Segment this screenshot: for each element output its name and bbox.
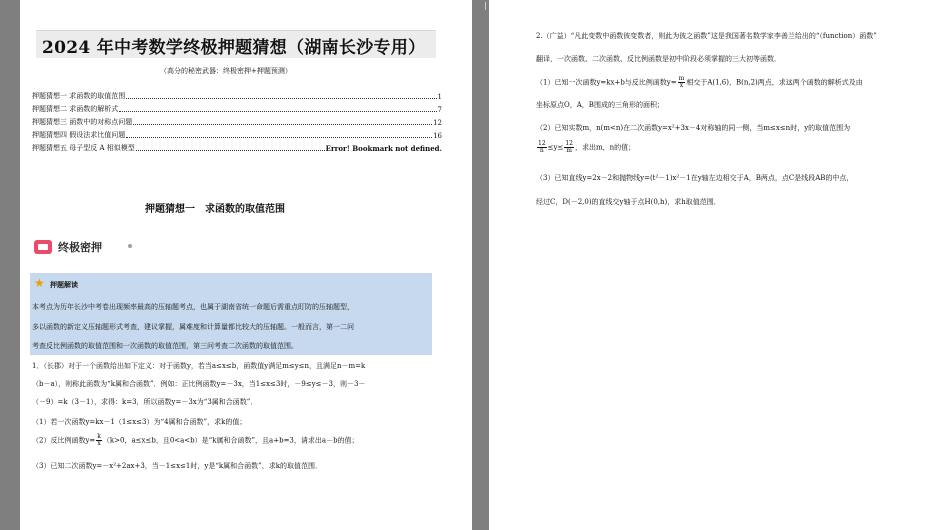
analysis-label: 押题解读	[50, 280, 78, 289]
document-subtitle: （高分的秘密武器：终极密押+押题预测）	[160, 67, 292, 75]
fraction-denominator: x	[97, 440, 101, 447]
question-line	[536, 76, 863, 89]
toc-entry-label: 押题猜想二 求函数的解析式	[32, 105, 119, 113]
question-text: 相交于A(1,6)，B(n,2)两点，求这两个函数的解析式及由	[686, 78, 863, 87]
fraction-numerator: k	[97, 433, 101, 440]
fraction-denominator: x	[679, 82, 684, 89]
document-title: 2024 年中考数学终极押题猜想（湖南长沙专用）	[42, 38, 426, 58]
analysis-line: 多以函数的新定义压轴题形式考查，建议掌握，属难度和计算量都比较大的压轴题。一般而言，第一二问	[32, 323, 354, 331]
question-text: （1）已知一次函数y=kx+b与反比例函数y=	[536, 78, 677, 87]
badge-dot-icon	[128, 244, 132, 248]
badge-label: 终极密押	[58, 241, 102, 254]
fraction-denominator: m	[566, 147, 572, 154]
star-icon: ★	[34, 276, 45, 290]
question-line: 翻译，一次函数、二次函数、反比例函数是初中阶段必须掌握的三大初等函数．	[536, 55, 781, 63]
toc-entry-page: 12	[433, 119, 442, 127]
fraction	[564, 141, 574, 154]
toc-entry[interactable]	[32, 104, 442, 114]
fraction-numerator: 12	[565, 140, 573, 147]
analysis-line: 考查反比例函数的取值范围和一次函数的取值范围，第三问考查二次函数的取值范围。	[32, 342, 298, 350]
question-line: （3）已知直线y=2x－2和抛物线y=(t²－1)x²－1在y轴左边相交于A，B两点，点C是线段AB的中点，	[536, 174, 854, 182]
toc-entry-page: 7	[437, 106, 442, 114]
fraction-numerator: m	[678, 75, 685, 82]
toc-entry-label: 押题猜想一 求函数的取值范围	[32, 92, 126, 100]
question-line: 经过C，D(－2,0)的直线交y轴于点H(0,h)，求h取值范围．	[536, 198, 721, 206]
toc-entry-label: 押题猜想三 函数中的对称点问题	[32, 118, 133, 126]
question-line: （－9）=k（3－1），求得：k=3，所以函数y=－3x为“3属和合函数”．	[32, 398, 258, 406]
toc-leader-dots	[119, 111, 436, 112]
fraction	[678, 76, 686, 89]
fraction-denominator: n	[539, 147, 544, 154]
question-line: （3）已知二次函数y=－x²+2ax+3，当－1≤x≤1时，y是“k属和合函数”，求k的取值范围．	[32, 462, 322, 470]
analysis-line: 本考点为历年长沙中考卷出现频率最高的压轴题考点，也属于湖南省统一命题后需重点盯防的压轴题型，	[32, 303, 354, 311]
question-text: （k>0，a≤x≤b，且0<a<b）是“k属和合函数”，且a+b=3，请求出a－b的值；	[102, 436, 359, 445]
fraction	[537, 141, 547, 154]
question-line: 1．（长郡）对于一个函数给出如下定义：对于函数y，若当a≤x≤b，函数值y满足m≤y≤n，且满足n－m=k	[32, 362, 366, 370]
toc-entry[interactable]	[32, 130, 442, 140]
question-line: 坐标原点O，A，B围成的三角形的面积；	[536, 101, 664, 109]
section-heading: 押题猜想一 求函数的取值范围	[145, 204, 285, 215]
toc-leader-dots	[126, 137, 432, 138]
question-line: （2）已知实数m，n(m<n)在二次函数y=x²+3x－4对称轴的同一侧，当m≤x≤n时，y的取值范围为	[536, 124, 851, 132]
question-text: ≤y≤	[547, 143, 564, 152]
question-line: （b－a），则称此函数为“k属和合函数”．例如：正比例函数y=－3x，当1≤x≤3时，－9≤y≤－3，则－3－	[32, 380, 366, 388]
toc-entry-page: 1	[437, 93, 442, 101]
page-gap	[472, 0, 489, 530]
badge-icon	[34, 240, 52, 254]
toc-entry[interactable]	[32, 91, 442, 101]
toc-entry-label: 押题猜想四 假设法求比值问题	[32, 131, 126, 139]
toc-leader-dots	[126, 98, 436, 99]
document-page-right	[489, 0, 937, 530]
question-text: （2）反比例函数y=	[32, 436, 96, 445]
badge-final-tips	[34, 238, 129, 256]
toc-entry-page: 16	[433, 132, 442, 140]
toc-entry[interactable]	[32, 143, 442, 153]
fraction	[96, 434, 102, 447]
toc-leader-dots	[133, 124, 432, 125]
scroll-marker	[485, 2, 486, 10]
question-line	[536, 141, 635, 154]
toc-leader-dots	[136, 150, 325, 151]
toc-entry-label: 押题猜想五 母子型反 A 相似模型	[32, 144, 135, 152]
fraction-numerator: 12	[538, 140, 546, 147]
document-page-left	[20, 0, 472, 530]
toc-entry[interactable]	[32, 117, 442, 127]
question-text: ，求出m，n的值；	[574, 143, 636, 152]
question-line: 2.（广益）“凡此变数中函数彼变数者，则此为彼之函数”这是我国著名数学家李善兰给出的“（function）函数”	[536, 32, 877, 40]
question-line: （1）若一次函数y=kx－1（1≤x≤3）为“4属和合函数”，求k的值；	[32, 418, 247, 426]
toc-entry-page: Error! Bookmark not defined.	[325, 144, 442, 153]
question-line	[32, 434, 359, 447]
